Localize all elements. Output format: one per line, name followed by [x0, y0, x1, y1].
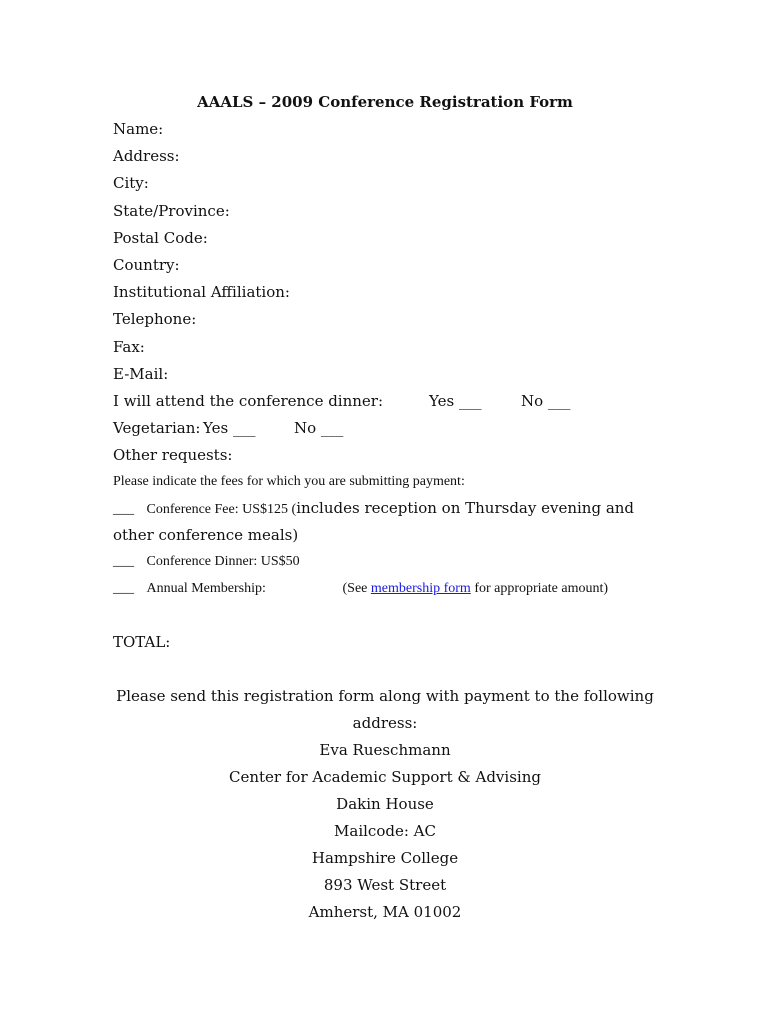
dinner-yes-option: Yes ___ — [429, 391, 482, 410]
form-title: AAALS – 2009 Conference Registration Form — [197, 93, 573, 111]
fax-field-label: Fax: — [113, 337, 145, 356]
other-requests-label: Other requests: — [113, 446, 233, 465]
postal-field-label: Postal Code: — [113, 228, 208, 247]
mailing-instruction-line-2: address: — [352, 714, 418, 732]
conference-fee-includes: includes reception on Thursday evening and — [296, 499, 635, 517]
mailing-address-block — [0, 686, 770, 929]
membership-see-text: (See — [342, 581, 371, 596]
fees-intro: Please indicate the fees for which you are submitting payment: — [113, 474, 465, 489]
contact-fields — [113, 119, 713, 472]
address-field-label: Address: — [113, 147, 180, 166]
address-department: Center for Academic Support & Advising — [229, 768, 541, 786]
address-city-state-zip: Amherst, MA 01002 — [308, 903, 462, 921]
address-building: Dakin House — [336, 795, 434, 813]
country-field-label: Country: — [113, 255, 180, 274]
state-field-label: State/Province: — [113, 201, 230, 220]
membership-fee-line — [113, 579, 673, 606]
telephone-field-label: Telephone: — [113, 310, 197, 329]
vegetarian-label: Vegetarian: — [113, 419, 201, 438]
dinner-fee-text: Conference Dinner: US$50 — [146, 554, 300, 569]
vegetarian-no-option: No ___ — [294, 419, 344, 438]
address-institution: Hampshire College — [311, 849, 459, 867]
membership-form-link[interactable]: membership form — [370, 581, 471, 596]
affiliation-field-label: Institutional Affiliation: — [113, 283, 290, 302]
conference-fee-continuation: other conference meals) — [113, 526, 299, 544]
total-label: TOTAL: — [113, 633, 171, 651]
dinner-question: I will attend the conference dinner: — [113, 391, 384, 410]
vegetarian-row — [113, 418, 713, 445]
address-mailcode: Mailcode: AC — [334, 822, 436, 840]
dinner-fee-blank: ___ — [113, 554, 134, 569]
city-field-label: City: — [113, 174, 149, 193]
mailing-instruction-line-1: Please send this registration form along with payment to the following — [116, 687, 654, 705]
conference-fee-line — [113, 498, 673, 525]
conference-fee-text: Conference Fee: US$125 ( — [146, 502, 297, 517]
membership-rest-text: for appropriate amount) — [470, 581, 609, 596]
email-field-label: E-Mail: — [113, 364, 169, 383]
vegetarian-yes-option: Yes ___ — [203, 419, 256, 438]
dinner-attendance-row — [113, 391, 713, 418]
dinner-fee-line — [113, 552, 673, 579]
conference-fee-blank: ___ — [113, 502, 134, 517]
membership-fee-blank: ___ — [113, 581, 134, 596]
fees-section — [113, 472, 673, 606]
name-field-label: Name: — [113, 120, 164, 138]
membership-fee-label: Annual Membership: — [146, 581, 266, 596]
dinner-no-option: No ___ — [521, 391, 571, 410]
address-recipient: Eva Rueschmann — [319, 741, 451, 759]
address-street: 893 West Street — [323, 876, 447, 894]
